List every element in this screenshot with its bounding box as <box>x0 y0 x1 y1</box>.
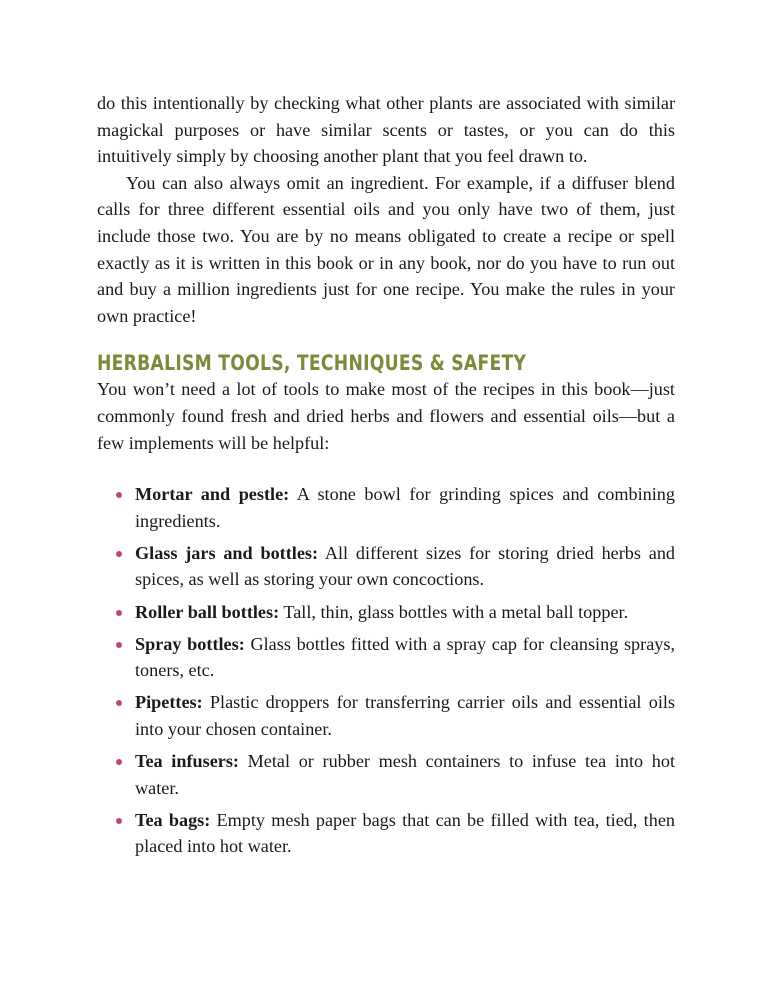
bullet-icon <box>116 700 122 706</box>
list-item <box>97 689 675 742</box>
tools-list <box>97 481 675 860</box>
tool-term: Pipettes: <box>135 692 203 713</box>
bullet-icon <box>116 492 122 498</box>
bullet-icon <box>116 551 122 557</box>
list-item <box>97 748 675 801</box>
list-item <box>97 599 675 626</box>
tool-description: Metal or rubber mesh containers to infuse tea into hot water. <box>135 750 676 798</box>
tool-term: Tea bags: <box>135 809 211 830</box>
tool-term: Tea infusers: <box>135 750 239 771</box>
list-item <box>97 807 675 860</box>
tool-term: Glass jars and bottles: <box>135 542 319 563</box>
tool-description: Plastic droppers for transferring carrier oils and essential oils into your chosen container. <box>135 692 675 739</box>
tool-description: Glass bottles fitted with a spray cap for cleansing sprays, toners, etc. <box>135 633 675 681</box>
list-item <box>97 631 675 684</box>
section-intro: You won’t need a lot of tools to make most of the recipes in this book—just commonly found fresh and dried herbs and flowers and essential oils—but a few implements will be helpful: <box>97 379 675 453</box>
section-heading: HERBALISM TOOLS, TECHNIQUES & SAFETY <box>97 351 527 376</box>
bullet-icon <box>116 610 122 616</box>
paragraph-omit-ingredient: You can also always omit an ingredient. For example, if a diffuser blend calls for three different essential oils and you only have two of them, just include those two. You are by no means obligated to create a recipe or spell exactly as it is written in this book or in any book, nor do you have to run out and buy a million ingredients just for one recipe. You make the rules in your own practice! <box>97 172 675 326</box>
tool-description: Tall, thin, glass bottles with a metal ball topper. <box>279 601 629 622</box>
bullet-icon <box>116 818 122 824</box>
tool-term: Roller ball bottles: <box>135 601 280 622</box>
list-item <box>97 481 675 534</box>
tool-description: Empty mesh paper bags that can be filled with tea, tied, then placed into hot water. <box>135 809 675 857</box>
bullet-icon <box>116 759 122 765</box>
paragraph-continued: do this intentionally by checking what other plants are associated with similar magickal purposes or have similar scents or tastes, or you can do this intuitively simply by choosing another plant that you feel drawn to. <box>97 93 675 167</box>
bullet-icon <box>116 642 122 648</box>
tool-description: A stone bowl for grinding spices and combining ingredients. <box>135 484 675 531</box>
tool-description: All different sizes for storing dried herbs and spices, as well as storing your own concoctions. <box>135 542 676 590</box>
tool-term: Spray bottles: <box>135 633 245 654</box>
tool-term: Mortar and pestle: <box>135 484 290 505</box>
list-item <box>97 540 675 593</box>
page-content <box>97 90 675 865</box>
